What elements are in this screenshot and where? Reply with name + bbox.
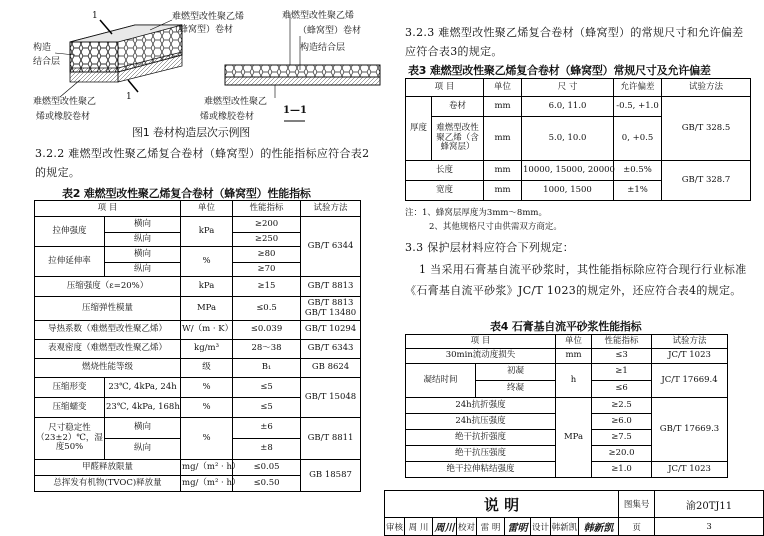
reviewer-name: 周 川 — [405, 518, 433, 536]
t3-width: 宽度 — [406, 181, 484, 201]
t3-header-item: 项 目 — [406, 79, 484, 97]
t2-form-val: ≤0.05 — [233, 460, 301, 476]
t2-density-val: 28～38 — [233, 340, 301, 359]
t3-header-unit: 单位 — [484, 79, 522, 97]
t2-header-unit: 单位 — [181, 201, 233, 217]
t3-mm-1: mm — [484, 97, 522, 117]
t4-comp24-val: ≥6.0 — [592, 414, 652, 430]
t2-header-value: 性能指标 — [233, 201, 301, 217]
t2-gb10294: GB/T 10294 — [301, 321, 361, 340]
t4-dry-flex-val: ≥7.5 — [592, 430, 652, 446]
fig-label-honeycomb: （蜂窝型）卷材 — [170, 25, 234, 35]
fig-label-bond: 结合层 — [33, 57, 61, 67]
t2-el-t: ≥80 — [233, 247, 301, 263]
t3-width-size: 1000, 1500 — [522, 181, 614, 201]
t2-thermal: 导热系数（难燃型改性聚乙烯） — [35, 321, 181, 340]
title-block-title: 说 明 — [385, 491, 619, 518]
t2-gb18587: GB 18587 — [301, 460, 361, 492]
check-label: 校对 — [457, 518, 477, 536]
t4-dry-bond-val: ≥1.0 — [592, 462, 652, 478]
fig-label-membrane-b: 难燃型改性聚乙 — [33, 97, 97, 107]
t2-transverse-3: 横向 — [105, 418, 181, 439]
fig-label-right-bond: 构造结合层 — [300, 43, 346, 53]
t2-gb8813-13480 — [301, 297, 361, 321]
t4-header-method: 试验方法 — [652, 335, 728, 349]
t4-gb17669-3: GB/T 17669.3 — [652, 398, 728, 462]
page-label: 页 — [619, 518, 655, 536]
t2-kpa-2: kPa — [181, 277, 233, 297]
t2-density-unit: kg/m³ — [181, 340, 233, 359]
fig-label-right-honeycomb: （蜂窝型）卷材 — [298, 26, 362, 36]
t2-creep-val: ≤5 — [233, 378, 301, 398]
table-2 — [34, 200, 361, 492]
t2-thermal-val: ≤0.039 — [233, 321, 301, 340]
designer-signature: 韩新凯 — [579, 518, 619, 536]
t2-dim-stab: 尺寸稳定性（23±2）℃，湿度50% — [35, 418, 105, 460]
t2-percent-3: % — [181, 398, 233, 418]
t4-initial-val: ≥1 — [592, 364, 652, 381]
t2-longitudinal-2: 纵向 — [105, 263, 181, 277]
t2-creep-cond: 23℃, 4kPa, 24h — [105, 378, 181, 398]
t4-final-val: ≤6 — [592, 381, 652, 398]
t2-tvoc: 总挥发有机物(TVOC)释放量 — [35, 476, 181, 492]
t2-percent: % — [181, 247, 233, 277]
t2-gb15048: GB/T 15048 — [301, 378, 361, 418]
t2-longitudinal: 纵向 — [105, 233, 181, 247]
page-value: 3 — [655, 518, 764, 536]
t2-mpa: MPa — [181, 297, 233, 321]
t2-b1: B₁ — [233, 359, 301, 378]
t4-initial: 初凝 — [476, 364, 556, 381]
t2-transverse-2: 横向 — [105, 247, 181, 263]
review-label: 审核 — [385, 518, 405, 536]
t3-length-size: 10000, 15000, 20000 — [522, 161, 614, 181]
t2-creep2: 压缩蠕变 — [35, 398, 105, 418]
t3-length: 长度 — [406, 161, 484, 181]
t2-gb6343: GB/T 6343 — [301, 340, 361, 359]
paragraph-3-2-3: 3.2.3 难燃型改性聚乙烯复合卷材（蜂窝型）的常规尺寸和允许偏差应符合表3的规定。 — [405, 26, 744, 58]
t2-ts-l: ≥250 — [233, 233, 301, 247]
t3-roll: 卷材 — [432, 97, 484, 117]
t3-roll-size: 6.0, 11.0 — [522, 97, 614, 117]
table-3 — [405, 78, 751, 201]
t4-header-value: 性能指标 — [592, 335, 652, 349]
table-2-caption: 表2 难燃型改性聚乙烯复合卷材（蜂窝型）性能指标 — [62, 187, 311, 200]
fig-label-right-membrane3: 烯或橡胶卷材 — [200, 112, 255, 122]
paragraph-3-3-1: 1 当采用石膏基自流平砂浆时，其性能指标除应符合现行行业标准《石膏基自流平砂浆》JC/T 1023的规定外，还应符合表4的规定。 — [405, 263, 747, 297]
t2-dim-t: ±6 — [233, 418, 301, 439]
t4-dry-comp-val: ≥20.0 — [592, 446, 652, 462]
t2-dim-l: ±8 — [233, 439, 301, 460]
t3-gb3287: GB/T 328.7 — [662, 161, 751, 201]
t3-foam-dev: 0, +0.5 — [614, 117, 662, 161]
t2-gb8624: GB 8624 — [301, 359, 361, 378]
reviewer-signature: 周川 — [433, 518, 457, 536]
designer-name: 韩新凯 — [551, 518, 579, 536]
t2-gb8813: GB/T 8813 — [301, 277, 361, 297]
title-block — [384, 490, 764, 536]
t4-final: 终凝 — [476, 381, 556, 398]
t2-percent-4: % — [181, 418, 233, 460]
t2-grade: 级 — [181, 359, 233, 378]
t2-tvoc-val: ≤0.50 — [233, 476, 301, 492]
checker-name: 雷 明 — [477, 518, 505, 536]
table-3-note-2: 2、其他规格尺寸由供需双方商定。 — [429, 222, 562, 232]
figure-1-caption: 图1 卷材构造层次示例图 — [132, 126, 251, 139]
design-label: 设计 — [531, 518, 551, 536]
t4-flex24: 24h抗折强度 — [406, 398, 556, 414]
t4-jc17669-4: JC/T 17669.4 — [652, 364, 728, 398]
t4-dry-comp: 绝干抗压强度 — [406, 446, 556, 462]
t3-mm-4: mm — [484, 181, 522, 201]
t3-length-dev: ±0.5% — [614, 161, 662, 181]
fig-label-section: 1—1 — [283, 105, 307, 116]
t2-gb13480: GB/T 13480 — [304, 307, 357, 318]
t3-gb3285: GB/T 328.5 — [662, 97, 751, 161]
paragraph-3-2-2: 3.2.2 难燃型改性聚乙烯复合卷材（蜂窝型）的性能指标应符合表2的规定。 — [35, 147, 370, 179]
t4-comp24: 24h抗压强度 — [406, 414, 556, 430]
fig-label-right-membrane: 难燃型改性聚乙烯 — [282, 11, 355, 21]
fig-label-1: 1 — [92, 11, 98, 21]
t4-mpa: MPa — [556, 398, 592, 478]
t2-comp-val: ≥15 — [233, 277, 301, 297]
t4-header-unit: 单位 — [556, 335, 592, 349]
t2-creep2-cond: 23℃, 4kPa, 168h — [105, 398, 181, 418]
t2-emit-unit: mg/（m² · h） — [181, 460, 233, 476]
t2-mod-val: ≤0.5 — [233, 297, 301, 321]
t3-thickness: 厚度 — [406, 97, 432, 161]
t4-fluid: 30min流动度损失 — [406, 349, 556, 364]
t2-gb8813b: GB/T 8813 — [307, 297, 354, 308]
t2-transverse: 横向 — [105, 217, 181, 233]
table-3-caption: 表3 难燃型改性聚乙烯复合卷材（蜂窝型）常规尺寸及允许偏差 — [408, 64, 711, 77]
t2-elongation: 拉伸延伸率 — [35, 247, 105, 277]
t2-modulus: 压缩弹性模量 — [35, 297, 181, 321]
t3-width-dev: ±1% — [614, 181, 662, 201]
table-4 — [405, 334, 728, 478]
t3-header-method: 试验方法 — [662, 79, 751, 97]
t3-header-dev: 允许偏差 — [614, 79, 662, 97]
t2-tensile-strength: 拉伸强度 — [35, 217, 105, 247]
table-3-note-1: 注：1、蜂窝层厚度为3mm～8mm。 — [405, 208, 547, 218]
t4-h: h — [556, 364, 592, 398]
t2-percent-2: % — [181, 378, 233, 398]
fig-label-membrane-b2: 烯或橡胶卷材 — [36, 112, 91, 122]
t2-density: 表观密度（难燃型改性聚乙烯） — [35, 340, 181, 359]
t4-dry-bond: 绝干拉伸粘结强度 — [406, 462, 556, 478]
t4-jc1023b: JC/T 1023 — [652, 462, 728, 478]
fig-label-membrane: 难燃型改性聚乙烯 — [172, 12, 245, 22]
table-4-caption: 表4 石膏基自流平砂浆性能指标 — [490, 320, 642, 333]
figure-1 — [0, 0, 380, 142]
t2-kpa: kPa — [181, 217, 233, 247]
t2-compressive: 压缩强度（ε=20%） — [35, 277, 181, 297]
t3-mm-2: mm — [484, 117, 522, 161]
t2-ts-t: ≥200 — [233, 217, 301, 233]
t2-header-method: 试验方法 — [301, 201, 361, 217]
t3-foam: 难燃型改性聚乙烯（含蜂窝层） — [432, 117, 484, 161]
t3-roll-dev: -0.5, +1.0 — [614, 97, 662, 117]
t2-gb8811: GB/T 8811 — [301, 418, 361, 460]
paragraph-3-3: 3.3 保护层材料应符合下列规定： — [405, 241, 575, 254]
t4-dry-flex: 绝干抗折强度 — [406, 430, 556, 446]
t2-thermal-unit: W/（m · K） — [181, 321, 233, 340]
t4-mm: mm — [556, 349, 592, 364]
t2-formaldehyde: 甲醛释放限量 — [35, 460, 181, 476]
t2-gb6344: GB/T 6344 — [301, 217, 361, 277]
t4-flex24-val: ≥2.5 — [592, 398, 652, 414]
t2-creep2-val: ≤5 — [233, 398, 301, 418]
t3-foam-size: 5.0, 10.0 — [522, 117, 614, 161]
t2-header-item: 项 目 — [35, 201, 181, 217]
t2-creep: 压缩形变 — [35, 378, 105, 398]
t2-emit-unit-2: mg/（m² · h） — [181, 476, 233, 492]
t2-longitudinal-3: 纵向 — [105, 439, 181, 460]
checker-signature: 雷明 — [505, 518, 531, 536]
t2-burning: 燃烧性能等级 — [35, 359, 181, 378]
t4-header-item: 项 目 — [406, 335, 556, 349]
fig-label-right-membrane2: 难燃型改性聚乙 — [204, 97, 268, 107]
t4-setting: 凝结时间 — [406, 364, 476, 398]
fig-label-1b: 1 — [126, 92, 132, 102]
atlas-value: 渝20TJ11 — [655, 491, 764, 518]
t4-jc1023: JC/T 1023 — [652, 349, 728, 364]
fig-label-structural: 构造 — [33, 43, 52, 53]
t3-mm-3: mm — [484, 161, 522, 181]
t3-header-size: 尺 寸 — [522, 79, 614, 97]
t4-fluid-val: ≤3 — [592, 349, 652, 364]
t2-el-l: ≥70 — [233, 263, 301, 277]
atlas-label: 图集号 — [619, 491, 655, 518]
